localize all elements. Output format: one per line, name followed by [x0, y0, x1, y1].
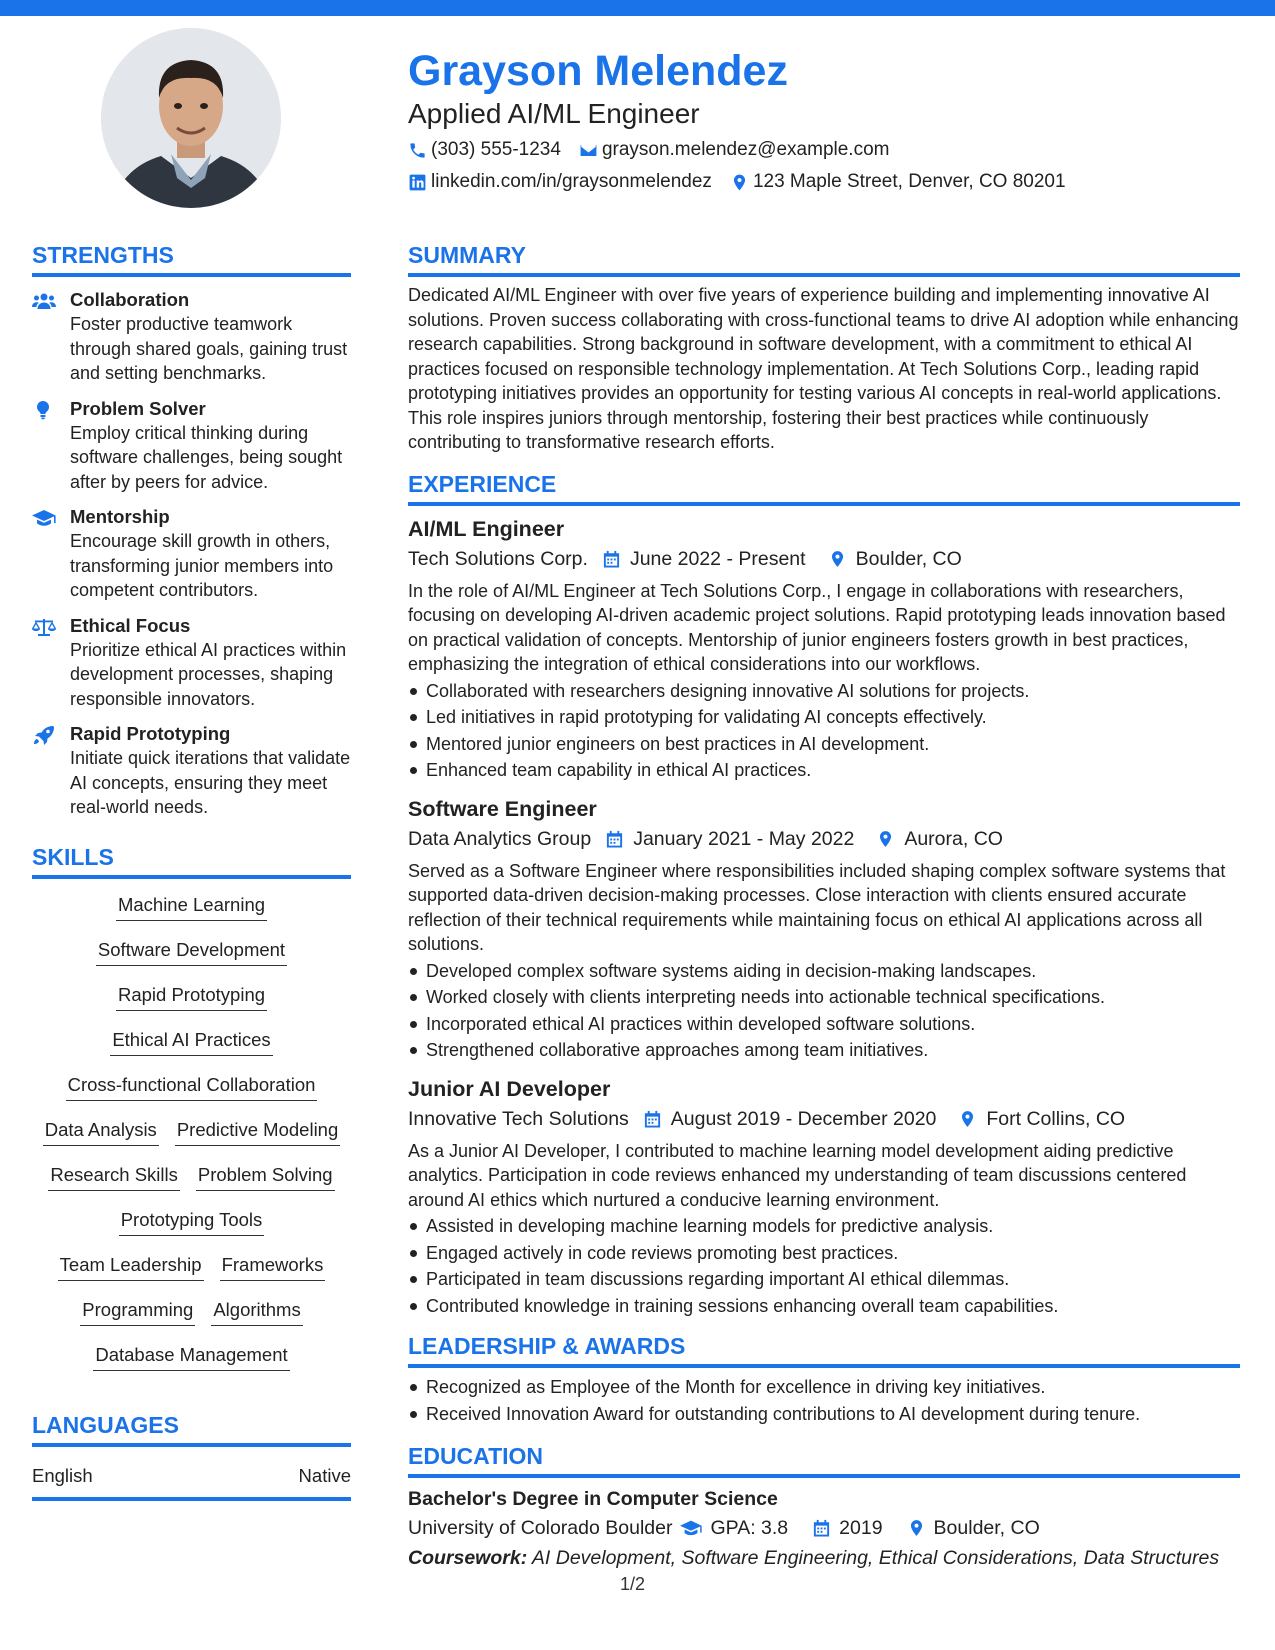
job-title: Software Engineer: [408, 796, 597, 821]
strengths-heading: STRENGTHS: [32, 240, 351, 277]
job-dates: [637, 1104, 937, 1135]
skill-tag: Predictive Modeling: [175, 1118, 340, 1146]
job-bullets: [408, 1213, 1240, 1319]
job-description: As a Junior AI Developer, I contributed to machine learning model development aiding predictive analytics. Participation in code reviews enhanced my understanding of team discussions centered around AI ethics which nurtured a conducive learning environment.: [408, 1140, 1187, 1210]
experience-heading: EXPERIENCE: [408, 469, 1240, 506]
strength-title: Rapid Prototyping: [70, 723, 231, 744]
phone-text: (303) 555-1234: [431, 139, 561, 160]
job-title: AI/ML Engineer: [408, 516, 565, 541]
job-dates-text: August 2019 - December 2020: [670, 1107, 937, 1130]
job-dates-text: June 2022 - Present: [629, 547, 806, 570]
languages-heading: LANGUAGES: [32, 1410, 351, 1447]
job-description: Served as a Software Engineer where responsibilities included shaping complex software systems that supported data-driven decision-making processes. Close interaction with clients ensured accurate reflection of their technical requirements while maintaining focus on ethical AI applications across all solutions.: [408, 860, 1226, 954]
calendar-icon: [643, 1109, 662, 1129]
candidate-name: Grayson Melendez: [408, 47, 788, 95]
contact-row-2: [408, 166, 1238, 198]
lightbulb-icon: [32, 400, 56, 420]
graduation-cap-icon: [32, 508, 56, 528]
job-dates: [599, 824, 854, 855]
bullet-item: Collaborated with researchers designing innovative AI solutions for projects.: [408, 678, 1240, 705]
education-coursework: [408, 1542, 1240, 1574]
calendar-icon: [602, 549, 621, 569]
job-location: [952, 1104, 1125, 1135]
job-company: Innovative Tech Solutions: [408, 1107, 629, 1130]
job-entry: [408, 1074, 1240, 1320]
bullet-item: Enhanced team capability in ethical AI practices.: [408, 757, 1240, 784]
graduation-cap-icon: [680, 1518, 702, 1538]
users-icon: [32, 291, 56, 311]
bullet-item: Mentored junior engineers on best practices in AI development.: [408, 731, 1240, 758]
job-meta: [408, 824, 1240, 855]
skill-row: [58, 1073, 326, 1118]
map-pin-icon: [907, 1518, 926, 1538]
job-description: In the role of AI/ML Engineer at Tech Solutions Corp., I engage in collaborations with researchers, focusing on developing AI-driven academic project solutions. Rapid prototyping leads innovation based on practical validation of concepts. Mentorship of junior engineers fosters growth in best practices, emphasizing the integration of ethical considerations into our workflows.: [408, 580, 1226, 674]
job-location-text: Fort Collins, CO: [986, 1107, 1126, 1130]
strength-title: Mentorship: [70, 506, 170, 527]
coursework-label: Coursework:: [408, 1547, 528, 1569]
skill-row: [85, 1343, 297, 1388]
skill-row: [108, 983, 275, 1028]
education-heading: EDUCATION: [408, 1441, 1240, 1478]
skill-tag: Data Analysis: [43, 1118, 159, 1146]
skill-tag: Programming: [80, 1298, 195, 1326]
education-degree: Bachelor's Degree in Computer Science: [408, 1488, 778, 1510]
skill-row: [35, 1118, 349, 1163]
skill-tag: Problem Solving: [196, 1163, 335, 1191]
linkedin-contact[interactable]: [408, 166, 712, 198]
language-name: English: [32, 1464, 93, 1486]
strength-title: Collaboration: [70, 289, 190, 310]
summary-heading: SUMMARY: [408, 240, 1240, 277]
skill-tag: Ethical AI Practices: [110, 1028, 272, 1056]
job-meta: [408, 544, 1240, 575]
leadership-list: [408, 1374, 1240, 1427]
address-contact: [730, 166, 1066, 198]
skills-list: [32, 893, 351, 1388]
map-pin-icon: [958, 1109, 977, 1129]
strength-item: [32, 505, 351, 603]
bullet-item: Developed complex software systems aiding in decision-making landscapes.: [408, 958, 1240, 985]
linkedin-text: linkedin.com/in/graysonmelendez: [431, 171, 712, 192]
strength-item: [32, 397, 351, 495]
address-text: 123 Maple Street, Denver, CO 80201: [752, 171, 1066, 192]
education-school: University of Colorado Boulder: [408, 1517, 673, 1539]
left-column: [32, 240, 351, 1501]
job-title: Junior AI Developer: [408, 1076, 611, 1101]
strength-description: Employ critical thinking during software challenges, being sought after by peers for advice.: [70, 422, 343, 492]
education-year-text: 2019: [839, 1517, 883, 1539]
skill-row: [111, 1208, 273, 1253]
job-location-text: Boulder, CO: [855, 547, 962, 570]
language-level: Native: [298, 1464, 351, 1486]
bullet-item: Contributed knowledge in training sessions enhancing overall team capabilities.: [408, 1293, 1240, 1320]
bullet-item: Recognized as Employee of the Month for excellence in driving key initiatives.: [408, 1374, 1240, 1401]
education-year: [804, 1514, 882, 1542]
job-location: [822, 544, 962, 575]
job-bullets: [408, 678, 1240, 784]
skill-tag: Rapid Prototyping: [116, 983, 267, 1011]
skill-tag: Algorithms: [211, 1298, 302, 1326]
strength-description: Foster productive teamwork through shared goals, gaining trust and setting benchmarks.: [70, 314, 348, 383]
skill-row: [88, 938, 295, 983]
bullet-item: Received Innovation Award for outstanding contributions to AI development during tenure.: [408, 1401, 1240, 1428]
skill-tag: Software Development: [96, 938, 287, 966]
skill-tag: Frameworks: [220, 1253, 326, 1281]
language-item: [32, 1459, 351, 1501]
strength-item: [32, 614, 351, 712]
bullet-item: Engaged actively in code reviews promoting best practices.: [408, 1240, 1240, 1267]
job-location: [870, 824, 1003, 855]
strength-description: Initiate quick iterations that validate AI concepts, ensuring they meet real-world needs.: [70, 748, 351, 817]
email-text: grayson.melendez@example.com: [601, 139, 890, 160]
calendar-icon: [812, 1518, 831, 1538]
skills-heading: SKILLS: [32, 842, 351, 879]
leadership-heading: LEADERSHIP & AWARDS: [408, 1331, 1240, 1368]
job-meta: [408, 1104, 1240, 1135]
job-company: Data Analytics Group: [408, 827, 592, 850]
bullet-item: Strengthened collaborative approaches among team initiatives.: [408, 1037, 1240, 1064]
job-dates-text: January 2021 - May 2022: [633, 827, 855, 850]
right-column: [408, 240, 1240, 1574]
linkedin-icon: [408, 173, 427, 192]
strength-title: Problem Solver: [70, 397, 206, 419]
skill-tag: Machine Learning: [116, 893, 267, 921]
resume-header: [408, 44, 1238, 198]
education-meta: [408, 1514, 1240, 1542]
job-entry: [408, 514, 1240, 784]
skill-row: [72, 1298, 310, 1343]
skill-row: [108, 893, 275, 938]
education-location-text: Boulder, CO: [933, 1517, 1040, 1539]
bullet-item: Participated in team discussions regarding important AI ethical dilemmas.: [408, 1266, 1240, 1293]
phone-icon: [408, 141, 427, 160]
candidate-title: Applied AI/ML Engineer: [408, 98, 700, 129]
contact-row-1: [408, 134, 1238, 166]
skill-tag: Cross-functional Collaboration: [66, 1073, 318, 1101]
education-location: [899, 1514, 1040, 1542]
page-number: 1/2: [620, 1574, 646, 1594]
map-pin-icon: [730, 173, 749, 192]
skill-tag: Research Skills: [48, 1163, 180, 1191]
job-dates: [596, 544, 806, 575]
bullet-item: Worked closely with clients interpreting needs into actionable technical specifications.: [408, 984, 1240, 1011]
envelope-icon: [579, 141, 598, 160]
scale-icon: [32, 617, 56, 637]
skill-tag: Prototyping Tools: [119, 1208, 265, 1236]
profile-photo: [101, 28, 281, 208]
map-pin-icon: [828, 549, 847, 569]
email-contact[interactable]: [579, 134, 890, 166]
education-gpa-text: GPA: 3.8: [710, 1517, 789, 1539]
job-entry: [408, 794, 1240, 1064]
job-location-text: Aurora, CO: [904, 827, 1003, 850]
phone-contact[interactable]: [408, 134, 561, 166]
skill-row: [50, 1253, 334, 1298]
summary-text: Dedicated AI/ML Engineer with over five years of experience building and implementing innovative AI solutions. Proven success collaborating with cross-functional teams to drive AI adoption while enhancing research capabilities. Strong background in software development, with a commitment to ethical AI practices focused on responsible technology implementation. At Tech Solutions Corp., leading rapid prototyping initiatives provides an opportunity for testing various AI concepts in real-world applications. This role inspires juniors through mentorship, fostering their best practices while continuously contributing to transformative research efforts.: [408, 285, 1239, 452]
bullet-item: Assisted in developing machine learning models for predictive analysis.: [408, 1213, 1240, 1240]
top-accent-bar: [0, 0, 1275, 16]
rocket-icon: [32, 725, 56, 745]
strength-description: Prioritize ethical AI practices within development processes, shaping responsible innovators.: [70, 639, 347, 709]
bullet-item: Led initiatives in rapid prototyping for validating AI concepts effectively.: [408, 704, 1240, 731]
skill-tag: Team Leadership: [58, 1253, 204, 1281]
bullet-item: Incorporated ethical AI practices within developed software solutions.: [408, 1011, 1240, 1038]
strength-item: [32, 722, 351, 820]
skill-row: [102, 1028, 280, 1073]
job-bullets: [408, 958, 1240, 1064]
skill-tag: Database Management: [93, 1343, 289, 1371]
strength-item: [32, 288, 351, 386]
skill-row: [40, 1163, 342, 1208]
education-gpa: [672, 1514, 788, 1542]
strength-title: Ethical Focus: [70, 614, 191, 636]
coursework-text: AI Development, Software Engineering, Ethical Considerations, Data Structures: [531, 1547, 1220, 1569]
job-company: Tech Solutions Corp.: [408, 547, 588, 570]
portrait-image: [101, 28, 281, 208]
map-pin-icon: [876, 829, 895, 849]
calendar-icon: [605, 829, 624, 849]
strength-description: Encourage skill growth in others, transforming junior members into competent contributors.: [70, 531, 334, 600]
